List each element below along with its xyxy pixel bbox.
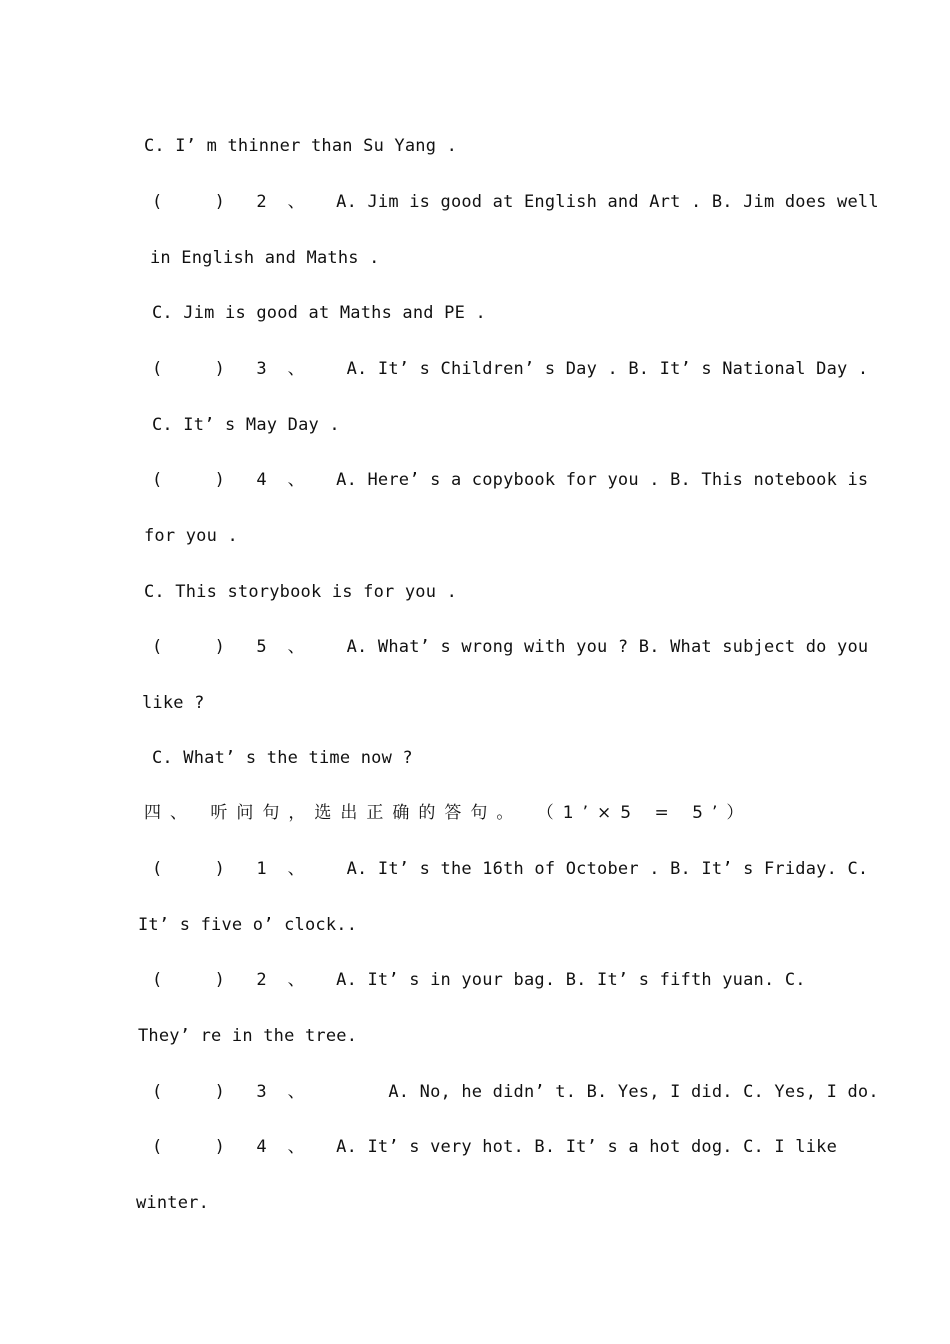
text-line-6: C. It’ s May Day . (152, 415, 340, 435)
text-line-20: winter. (136, 1193, 210, 1213)
section4-question-3-line: ( ) 3 、 A. No, he didn’ t. B. Yes, I did. C. Yes, I do. (152, 1082, 879, 1102)
question-4-line: ( ) 4 、 A. Here’ s a copybook for you . B. This notebook is (152, 470, 869, 490)
section4-question-2-line: ( ) 2 、 A. It’ s in your bag. B. It’ s fifth yuan. C. (152, 970, 806, 990)
text-line-4: C. Jim is good at Maths and PE . (152, 303, 486, 323)
text-line-3: in English and Maths . (150, 248, 380, 268)
text-line-1: C. I’ m thinner than Su Yang . (144, 136, 458, 156)
text-line-11: like ? (142, 693, 205, 713)
text-line-17: They’ re in the tree. (138, 1026, 358, 1046)
text-line-12: C. What’ s the time now ? (152, 748, 413, 768)
text-line-9: C. This storybook is for you . (144, 582, 458, 602)
text-line-15: It’ s five o’ clock.. (138, 915, 358, 935)
text-line-8: for you . (144, 526, 238, 546)
section-four-heading: 四、 听问句，选出正确的答句。 （1’×5 = 5’） (144, 803, 753, 823)
section4-question-1-line: ( ) 1 、 A. It’ s the 16th of October . B. It’ s Friday. C. (152, 859, 869, 879)
section4-question-4-line: ( ) 4 、 A. It’ s very hot. B. It’ s a hot dog. C. I like (152, 1137, 838, 1157)
question-2-line: ( ) 2 、 A. Jim is good at English and Art . B. Jim does well (152, 192, 879, 212)
question-5-line: ( ) 5 、 A. What’ s wrong with you ? B. What subject do you (152, 637, 869, 657)
question-3-line: ( ) 3 、 A. It’ s Children’ s Day . B. It’ s National Day . (152, 359, 869, 379)
